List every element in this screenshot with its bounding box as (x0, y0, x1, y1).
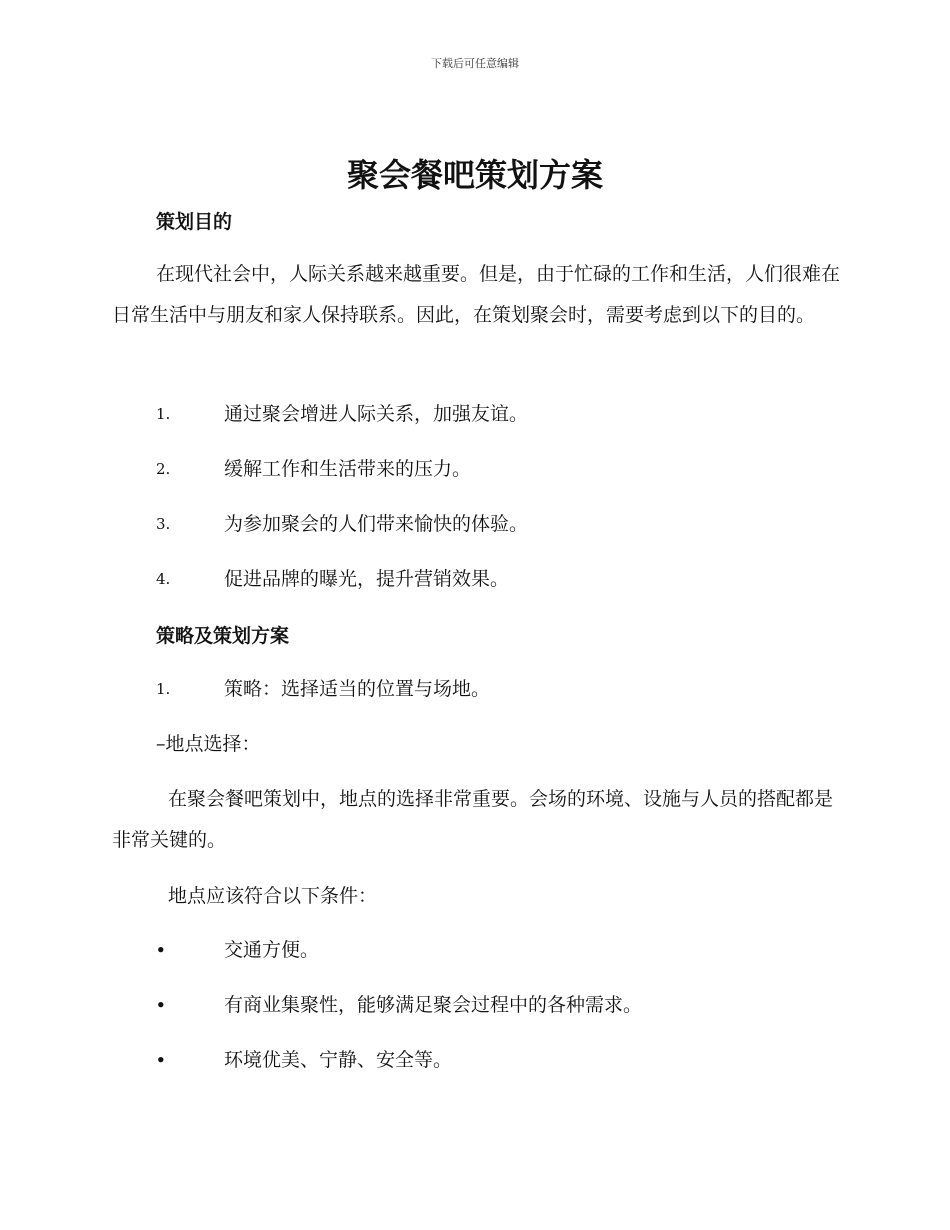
document-title: 聚会餐吧策划方案 (346, 156, 603, 194)
list-marker: 2. (156, 460, 171, 478)
list-item: 有商业集聚性，能够满足聚会过程中的各种需求。 (224, 994, 643, 1016)
list-item: 缓解工作和生活带来的压力。 (224, 458, 472, 480)
bullet-marker: • (156, 996, 166, 1014)
list-marker: 1. (156, 405, 171, 423)
list-item: 交通方便。 (224, 939, 320, 961)
section-heading-purpose: 策划目的 (156, 211, 233, 233)
bullet-marker: • (156, 941, 166, 959)
strategy-marker: 1. (156, 680, 171, 698)
list-item: 促进品牌的曝光，提升营销效果。 (224, 568, 510, 590)
list-item: 环境优美、宁静、安全等。 (224, 1049, 453, 1071)
list-marker: 3. (156, 515, 171, 533)
list-marker: 4. (156, 570, 171, 588)
location-paragraph: 在聚会餐吧策划中，地点的选择非常重要。会场的环境、设施与人员的搭配都是非常关键的。 (112, 788, 834, 851)
bullet-marker: • (156, 1051, 166, 1069)
list-item: 为参加聚会的人们带来愉快的体验。 (224, 513, 529, 535)
section-heading-strategy: 策略及策划方案 (156, 625, 290, 647)
conditions-intro: 地点应该符合以下条件： (168, 885, 378, 907)
intro-paragraph: 在现代社会中，人际关系越来越重要。但是，由于忙碌的工作和生活，人们很难在日常生活中与朋友和家人保持联系。因此，在策划聚会时，需要考虑到以下的目的。 (112, 263, 841, 326)
strategy-item: 策略：选择适当的位置与场地。 (224, 678, 491, 700)
list-item: 通过聚会增进人际关系，加强友谊。 (224, 403, 529, 425)
location-subheading: –地点选择： (156, 733, 261, 755)
page-header: 下载后可任意编辑 (431, 57, 519, 70)
